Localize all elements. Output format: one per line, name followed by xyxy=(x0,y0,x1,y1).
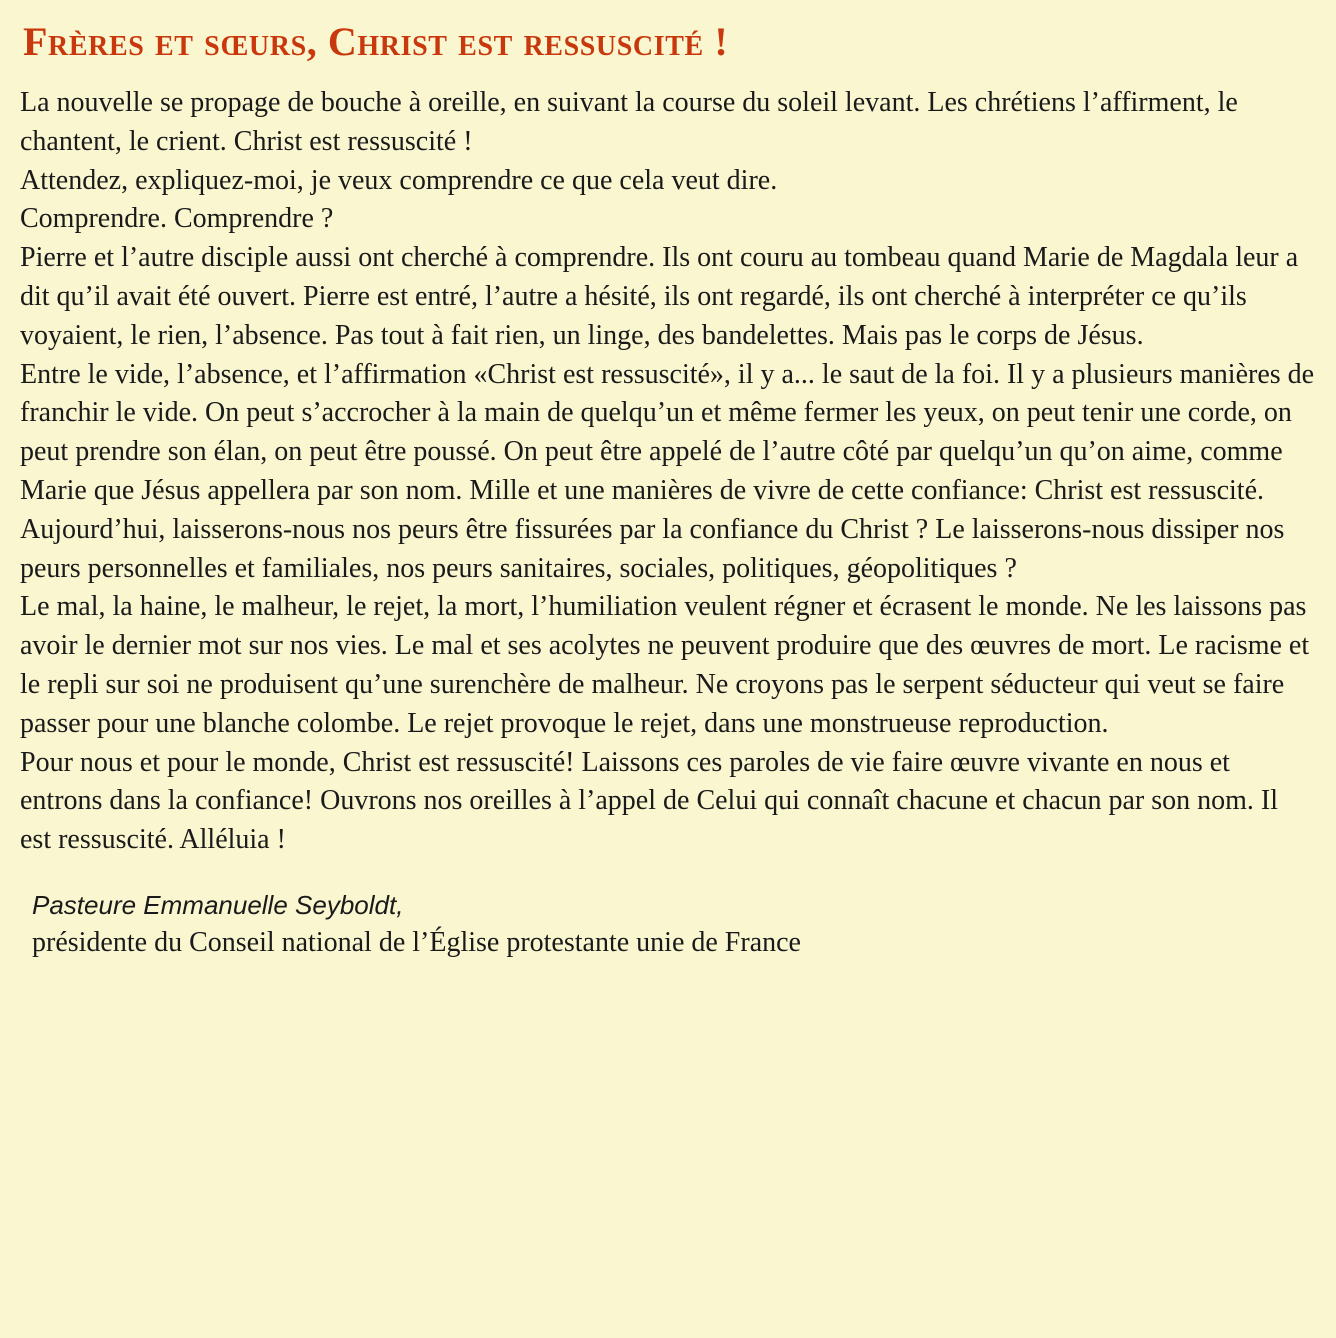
signature-block xyxy=(32,886,1316,962)
paragraph: La nouvelle se propage de bouche à oreille, en suivant la course du soleil levant. Les chrétiens l’affirment, le chantent, le crient. Christ est ressuscité ! xyxy=(20,87,1238,157)
paragraph: Le mal, la haine, le malheur, le rejet, la mort, l’humiliation veulent régner et écrasent le monde. Ne les laissons pas avoir le dernier mot sur nos vies. Le mal et ses acolytes ne peuvent produire que des œuvres de mort. Le racisme et le repli sur soi ne produisent qu’une surenchère de malheur. Ne croyons pas le serpent séducteur qui veut se faire passer pour une blanche colombe. Le rejet provoque le rejet, dans une monstrueuse reproduction. xyxy=(20,591,1310,739)
signature-name: Pasteure Emmanuelle Seyboldt, xyxy=(32,889,404,920)
paragraph: Pour nous et pour le monde, Christ est ressuscité! Laissons ces paroles de vie faire œuvre vivante en nous et entrons dans la confiance! Ouvrons nos oreilles à l’appel de Celui qui connaît chacune et chacun par son nom. Il est ressuscité. Alléluia ! xyxy=(20,746,1279,856)
signature-role: présidente du Conseil national de l’Église protestante unie de France xyxy=(32,926,801,958)
paragraph: Comprendre. Comprendre ? xyxy=(20,203,334,235)
article-body xyxy=(20,84,1316,860)
paragraph: Pierre et l’autre disciple aussi ont cherché à comprendre. Ils ont couru au tombeau quand Marie de Magdala leur a dit qu’il avait été ouvert. Pierre est entré, l’autre a hésité, ils ont regardé, ils ont cherché à interpréter ce qu’ils voyaient, le rien, l’absence. Pas tout à fait rien, un linge, des bandelettes. Mais pas le corps de Jésus. xyxy=(20,242,1299,351)
paragraph: Entre le vide, l’absence, et l’affirmation «Christ est ressuscité», il y a... le saut de la foi. Il y a plusieurs manières de franchir le vide. On peut s’accrocher à la main de quelqu’un et même fermer les yeux, on peut tenir une corde, on peut prendre son élan, on peut être poussé. On peut être appelé de l’autre côté par quelqu’un qu’on aime, comme Marie que Jésus appellera par son nom. Mille et une manières de vivre de cette confiance: Christ est ressuscité. xyxy=(20,358,1315,506)
paragraph: Aujourd’hui, laisserons-nous nos peurs être fissurées par la confiance du Christ ? Le laisserons-nous dissiper nos peurs personnelles et familiales, nos peurs sanitaires, sociales, politiques, géopolitiques ? xyxy=(20,513,1285,584)
paragraph: Attendez, expliquez-moi, je veux comprendre ce que cela veut dire. xyxy=(20,164,778,196)
article-title: Frères et sœurs, Christ est ressuscité ! xyxy=(23,19,729,64)
